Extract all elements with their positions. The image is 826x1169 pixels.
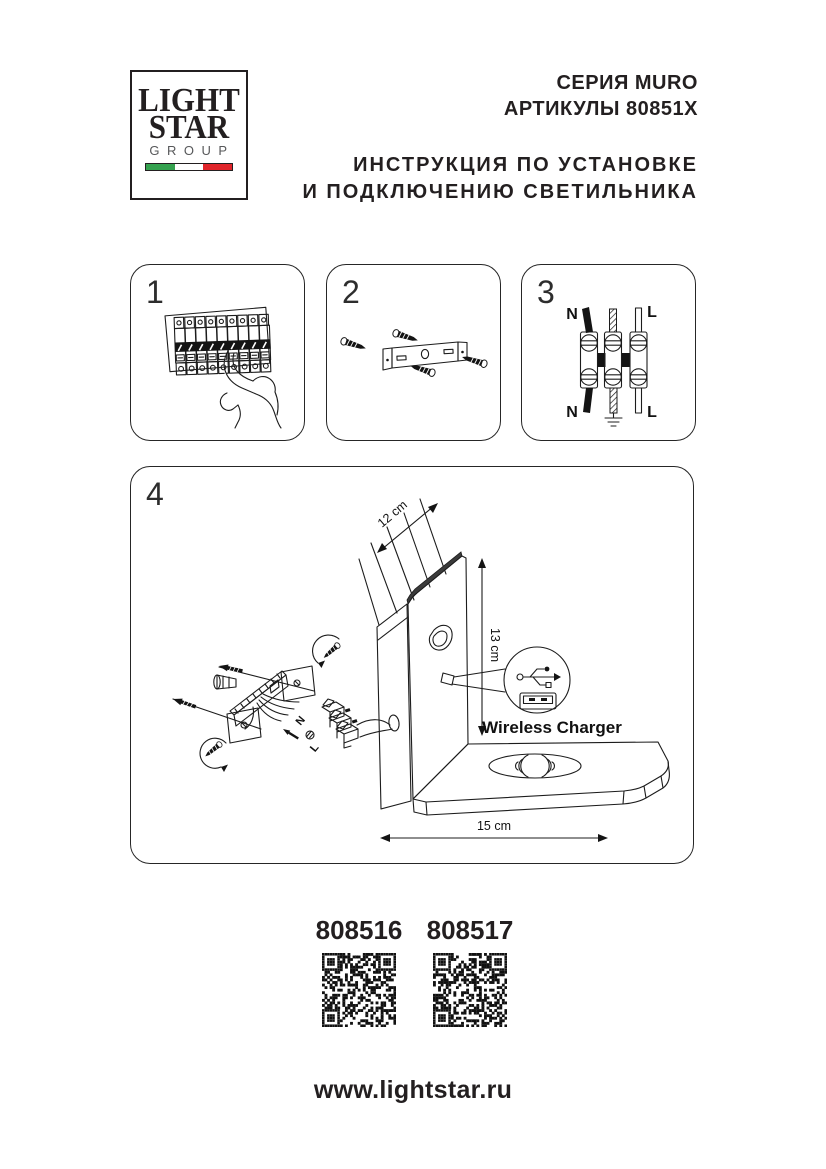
breaker-row xyxy=(165,307,272,375)
step-2-panel xyxy=(326,264,501,441)
lightstar-logo xyxy=(130,70,248,200)
series-title: СЕРИЯ MURO xyxy=(556,72,698,94)
usb-port-slot xyxy=(441,673,454,685)
line-wire xyxy=(636,308,642,413)
rotate-arrow xyxy=(313,635,342,668)
header xyxy=(302,70,698,206)
label-neutral-top: N xyxy=(566,306,578,323)
lamp-body xyxy=(377,552,468,809)
wireless-charger-label: Wireless Charger xyxy=(482,718,622,737)
usb-port-icon xyxy=(520,693,556,709)
breaker-panel-illustration xyxy=(131,265,302,438)
screw-icon xyxy=(340,337,367,352)
lamp-side-face xyxy=(377,604,411,809)
article-number-1: 808516 xyxy=(315,915,403,945)
rotate-arrow xyxy=(200,738,228,772)
logo-word-star: STAR xyxy=(148,107,230,146)
earth-icon xyxy=(304,729,315,740)
step-4-panel xyxy=(130,466,694,864)
dimension-12cm-label: 12 cm xyxy=(374,497,410,531)
qr-code-808516 xyxy=(322,953,396,1027)
usb-icon xyxy=(517,667,561,688)
dimension-13cm xyxy=(478,558,502,736)
label-neutral-bottom: N xyxy=(566,404,578,421)
usb-callout xyxy=(452,647,570,713)
dimension-15cm xyxy=(380,819,608,842)
lamp-shelf xyxy=(413,742,669,815)
dimension-13cm-label: 13 cm xyxy=(488,627,502,663)
articles-title: АРТИКУЛЫ 80851X xyxy=(503,98,698,120)
neutral-wire xyxy=(582,307,593,413)
bracket-screws-illustration xyxy=(327,265,498,438)
mounting-bracket xyxy=(383,342,467,370)
italian-flag-bar xyxy=(145,163,233,171)
connector-wires xyxy=(357,720,392,737)
earth-wire xyxy=(605,309,622,426)
terminal-block xyxy=(581,332,648,388)
mounting-assembly xyxy=(172,635,392,772)
instruction-line-2: И ПОДКЛЮЧЕНИЮ СВЕТИЛЬНИКА xyxy=(302,181,698,203)
website-url: www.lightstar.ru xyxy=(313,1076,513,1104)
logo-word-light: LIGHT xyxy=(138,80,240,119)
qr-code-808517 xyxy=(433,953,507,1027)
screw-icon xyxy=(461,353,488,368)
step-3-number: 3 xyxy=(537,274,555,310)
terminal-connector xyxy=(294,699,392,755)
screw-icon xyxy=(392,329,419,344)
logo-word-group: GROUP xyxy=(149,143,235,158)
step-2-number: 2 xyxy=(342,274,360,310)
wall-anchor xyxy=(214,675,236,689)
screw-icon xyxy=(172,696,197,710)
light-rays xyxy=(359,499,446,625)
article-number-2: 808517 xyxy=(426,915,514,945)
lamp-front-face xyxy=(408,556,468,799)
wiring-terminal-illustration xyxy=(522,265,693,438)
wireless-charging-icon xyxy=(489,754,581,778)
terminal-label-l: L xyxy=(307,741,322,755)
dimension-12cm xyxy=(375,498,438,553)
lamp-assembly-illustration xyxy=(131,467,691,861)
label-line-top: L xyxy=(647,304,657,321)
step-3-panel xyxy=(521,264,696,441)
label-line-bottom: L xyxy=(647,404,657,421)
dimension-15cm-label: 15 cm xyxy=(476,819,512,833)
step-1-number: 1 xyxy=(146,274,164,310)
instruction-title xyxy=(302,152,698,206)
step-4-number: 4 xyxy=(146,476,164,512)
insert-arrow xyxy=(282,727,300,741)
step-1-panel xyxy=(130,264,305,441)
instruction-line-1: ИНСТРУКЦИЯ ПО УСТАНОВКЕ xyxy=(353,154,698,176)
ground-icon xyxy=(605,413,622,426)
terminal-label-n: N xyxy=(293,714,308,728)
